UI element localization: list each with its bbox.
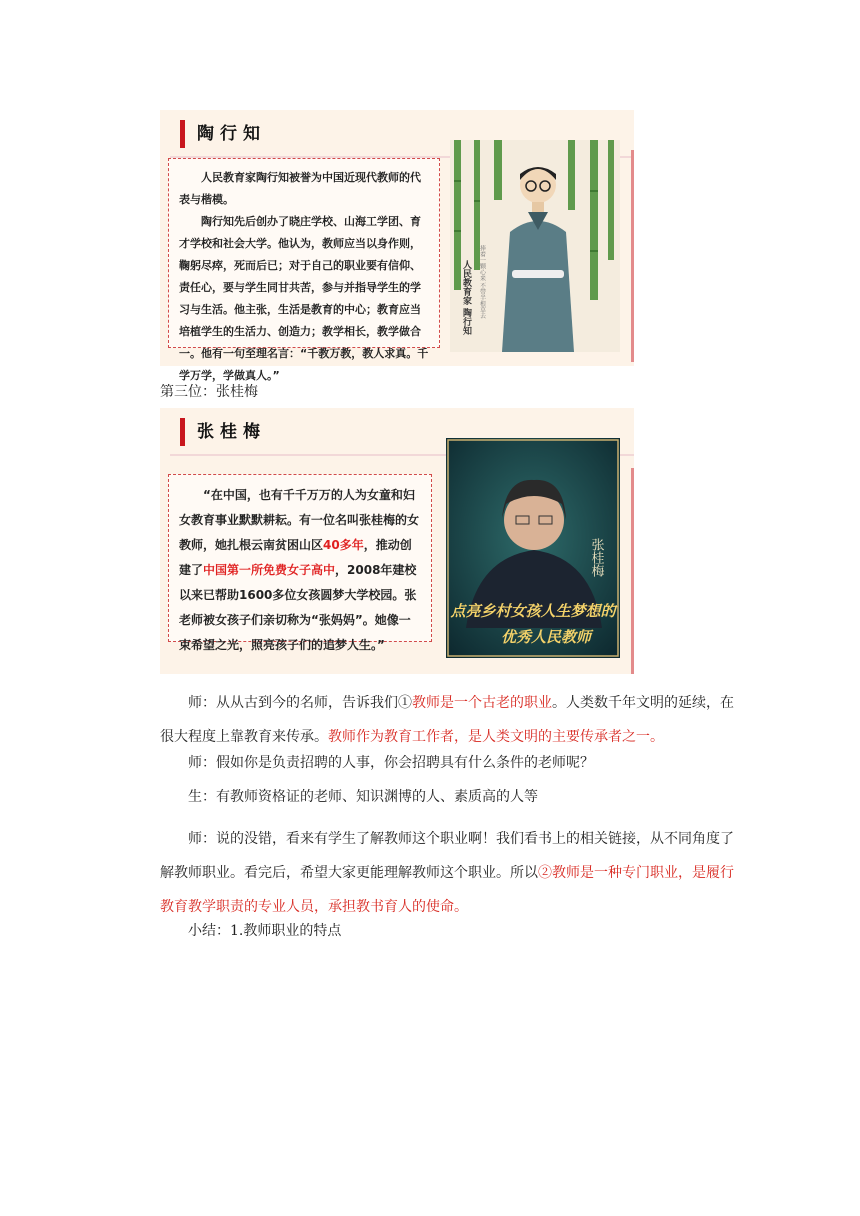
quote-text: ，2008年建校以来已帮助1600多位女孩圆梦大学校园。张老师被女孩子们亲切称为“张妈妈”。她像一束希望之光，照亮孩子们的追梦人生。”	[179, 563, 417, 652]
body-paragraph: 陶行知先后创办了晓庄学校、山海工学团、育才学校和社会大学。他认为，教师应当以身作则，鞠躬尽瘁，死而后已；对于自己的职业要有信仰、责任心，要与学生同甘共苦，参与并指导学生的学习与生活。他主张，生活是教育的中心；教育应当培植学生的生活力、创造力；教学相长，教学做合一。他有一句至理名言：“千教万教，教人求真。千学万学，学做真人。”	[179, 215, 429, 382]
frame-line	[631, 468, 634, 674]
paragraph-student-answer: 生：有教师资格证的老师、知识渊博的人、素质高的人等	[188, 789, 538, 805]
quote-text: ，推动创建了	[179, 538, 412, 577]
text: 。人类数千年文明的延续，在很大程度上靠教育来传承。	[160, 695, 734, 745]
card-title: 陶行知	[180, 120, 266, 148]
highlight-text: 教师作为教育工作者，是人类文明的主要传承者之一。	[328, 729, 664, 745]
paragraph-summary: 小结：1.教师职业的特点	[188, 923, 342, 939]
tao-xingzhi-portrait	[450, 140, 620, 352]
quote-box	[168, 474, 432, 652]
zhang-guimei-photo	[446, 438, 620, 658]
paragraph-professional	[160, 822, 740, 924]
highlight-text: ②教师是一种专门职业，是履行教育教学职责的专业人员，承担教书育人的使命。	[160, 865, 734, 915]
zhang-guimei-card	[160, 408, 634, 674]
quote-text: “在中国，也有千千万万的人为女童和妇女教育事业默默耕耘。有一位名叫张桂梅的女教师，她扎根云南贫困山区	[179, 488, 420, 552]
photo-name: 张桂梅	[588, 538, 604, 577]
frame-line	[631, 150, 634, 362]
paragraph-question: 师：假如你是负责招聘的人事，你会招聘具有什么条件的老师呢？	[188, 755, 594, 771]
highlight-school: 中国第一所免费女子高中	[203, 563, 336, 577]
third-place-label: 第三位：张桂梅	[160, 384, 258, 400]
highlight-years: 40多年	[323, 538, 364, 552]
tao-xingzhi-card	[160, 110, 634, 382]
paragraph-ancient-profession	[160, 686, 740, 754]
quote-box	[168, 158, 440, 382]
photo-caption-line1: 点亮乡村女孩人生梦想的	[450, 602, 616, 620]
portrait-subcaption: 捧着一颗心来 不带半根草去	[478, 245, 486, 319]
intro-paragraph: 人民教育家陶行知被誉为中国近现代教师的代表与楷模。	[179, 171, 421, 206]
text: 师：从从古到今的名师，告诉我们①	[188, 695, 412, 711]
quote-paragraph	[179, 483, 421, 658]
card-title: 张桂梅	[180, 418, 266, 446]
text: 师：说的没错，看来有学生了解教师这个职业啊！我们看书上的相关链接，从不同角度了解教师职业。看完后，希望大家更能理解教师这个职业。所以	[160, 831, 734, 881]
photo-caption-line2: 优秀人民教师	[500, 628, 592, 646]
portrait-caption: 人民教育家 陶行知	[461, 260, 471, 336]
highlight-text: 教师是一个古老的职业	[412, 695, 552, 711]
